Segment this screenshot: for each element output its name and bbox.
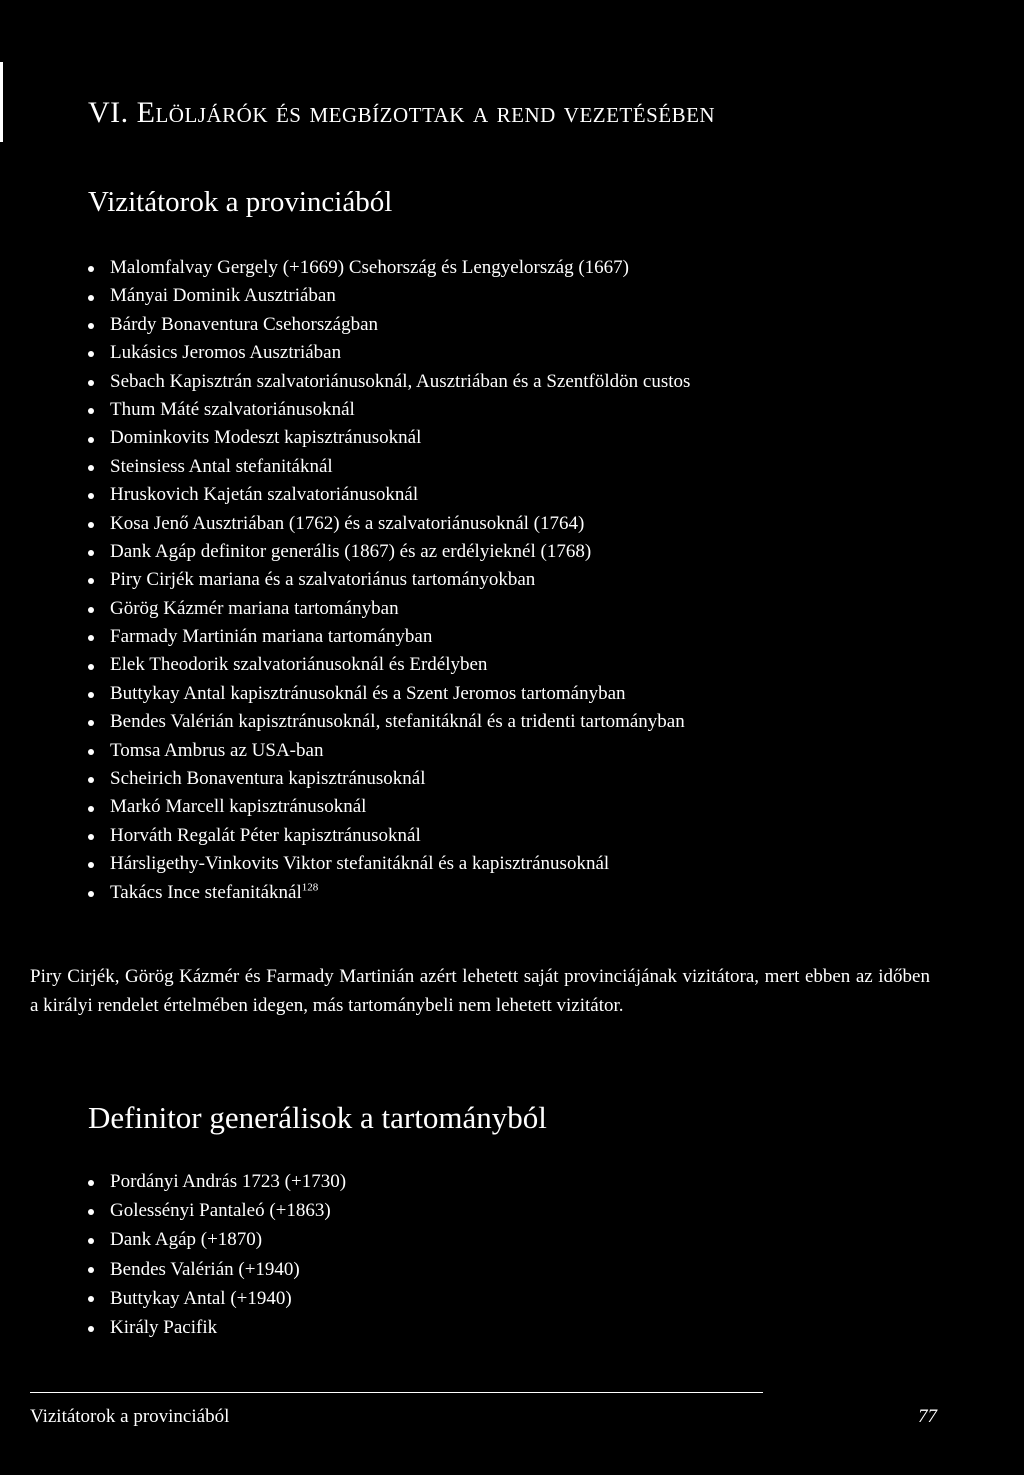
bullet-icon [88, 380, 94, 386]
bullet-icon [88, 1296, 94, 1302]
bullet-icon [88, 465, 94, 471]
list-item-text: Markó Marcell kapisztránusoknál [110, 796, 367, 818]
bullet-icon [88, 351, 94, 357]
list-item-text: Thum Máté szalvatoriánusoknál [110, 398, 355, 420]
bullet-icon [88, 1238, 94, 1244]
list-item-text: Buttykay Antal (+1940) [110, 1287, 292, 1309]
list-item-text: Dominkovits Modeszt kapisztránusoknál [110, 427, 422, 449]
list-item [88, 651, 690, 679]
list-item [88, 737, 690, 765]
page-number: 77 [918, 1406, 937, 1427]
list-item [88, 396, 690, 424]
list-item [88, 708, 690, 736]
list-item [88, 339, 690, 367]
bullet-icon [88, 635, 94, 641]
bullet-icon [88, 1180, 94, 1186]
bullet-icon [88, 1326, 94, 1332]
bullet-icon [88, 1267, 94, 1273]
body-paragraph: Piry Cirjék, Görög Kázmér és Farmady Martinián azért lehetett saját provinciájának vizitátora, mert ebben az időben a királyi rendelet értelmében idegen, más tartománybeli nem lehetett vizitátor. [30, 966, 930, 1016]
bullet-icon [88, 550, 94, 556]
bullet-icon [88, 323, 94, 329]
chapter-title [88, 96, 715, 130]
chapter-title-text: Elöljárók és megbízottak a rend vezetésében [136, 96, 716, 129]
list-item-text: Pordányi András 1723 (+1730) [110, 1171, 347, 1192]
list-item-text: Hruskovich Kajetán szalvatoriánusoknál [110, 484, 419, 506]
list-item [88, 1313, 346, 1342]
bullet-icon [88, 437, 94, 443]
bullet-icon [88, 834, 94, 840]
bullet-icon [88, 607, 94, 613]
list-item-text: Dank Agáp definitor generális (1867) és az erdélyieknél (1768) [110, 540, 592, 562]
bullet-icon [88, 720, 94, 726]
bullet-icon [88, 891, 94, 897]
list-item-text: Elek Theodorik szalvatoriánusoknál és Erdélyben [110, 654, 488, 676]
bullet-icon [88, 1209, 94, 1215]
list-item [88, 453, 690, 481]
list-item-text: Mányai Dominik Ausztriában [110, 285, 336, 307]
list-item-text: Bendes Valérián kapisztránusoknál, stefanitáknál és a tridenti tartományban [110, 711, 685, 733]
bullet-icon [88, 295, 94, 301]
list-item [88, 1167, 346, 1196]
bullet-icon [88, 806, 94, 812]
visitators-list [88, 254, 690, 907]
bullet-icon [88, 777, 94, 783]
bullet-icon [88, 522, 94, 528]
list-item-text: Takács Ince stefanitáknál [110, 881, 302, 903]
footer-rule [30, 1392, 763, 1393]
list-item [88, 282, 690, 310]
bullet-icon [88, 493, 94, 499]
list-item-text: Farmady Martinián mariana tartományban [110, 626, 433, 648]
list-item-text: Dank Agáp (+1870) [110, 1229, 263, 1251]
list-item [88, 1225, 346, 1254]
list-item [88, 538, 690, 566]
list-item [88, 822, 690, 850]
section-title-visitators: Vizitátorok a provinciából [88, 186, 393, 218]
list-item [88, 1284, 346, 1313]
running-footer-title: Vizitátorok a provinciából [30, 1406, 230, 1427]
bullet-icon [88, 862, 94, 868]
bullet-icon [88, 266, 94, 272]
list-item [88, 311, 690, 339]
list-item-text: Sebach Kapisztrán szalvatoriánusoknál, Ausztriában és a Szentföldön custos [110, 370, 691, 392]
bullet-icon [88, 749, 94, 755]
page-edge-mark [0, 62, 3, 142]
list-item-text: Buttykay Antal kapisztránusoknál és a Szent Jeromos tartományban [110, 682, 626, 704]
bullet-icon [88, 664, 94, 670]
section-title-definitors: Definitor generálisok a tartományból [88, 1100, 547, 1135]
list-item-text: Piry Cirjék mariana és a szalvatoriánus tartományokban [110, 569, 536, 591]
list-item-text: Hársligethy-Vinkovits Viktor stefanitáknál és a kapisztránusoknál [110, 853, 610, 875]
bullet-icon [88, 578, 94, 584]
list-item-text: Bárdy Bonaventura Csehországban [110, 313, 379, 335]
list-item [88, 595, 690, 623]
list-item [88, 765, 690, 793]
list-item-text: Malomfalvay Gergely (+1669) Csehország és Lengyelország (1667) [110, 257, 629, 278]
footnote-reference[interactable]: 128 [301, 881, 319, 894]
list-item [88, 481, 690, 509]
list-item [88, 566, 690, 594]
list-item [88, 623, 690, 651]
list-item-text: Golessényi Pantaleó (+1863) [110, 1200, 331, 1222]
list-item [88, 510, 690, 538]
list-item [88, 879, 690, 907]
chapter-number: VI. [88, 96, 129, 129]
list-item [88, 793, 690, 821]
list-item [88, 1196, 346, 1225]
list-item [88, 254, 690, 282]
list-item [88, 680, 690, 708]
bullet-icon [88, 408, 94, 414]
list-item [88, 368, 690, 396]
definitors-list [88, 1167, 346, 1342]
list-item-text: Tomsa Ambrus az USA-ban [110, 739, 324, 761]
list-item-text: Kosa Jenő Ausztriában (1762) és a szalvatoriánusoknál (1764) [110, 512, 585, 534]
bullet-icon [88, 692, 94, 698]
list-item-text: Steinsiess Antal stefanitáknál [110, 455, 333, 477]
list-item-text: Lukásics Jeromos Ausztriában [110, 342, 342, 364]
list-item-text: Scheirich Bonaventura kapisztránusoknál [110, 768, 426, 790]
list-item-text: Görög Kázmér mariana tartományban [110, 597, 399, 619]
list-item-text: Horváth Regalát Péter kapisztránusoknál [110, 824, 421, 846]
list-item-text: Bendes Valérián (+1940) [110, 1258, 300, 1280]
list-item [88, 850, 690, 878]
list-item-text: Király Pacifik [110, 1316, 218, 1338]
list-item [88, 1255, 346, 1284]
list-item [88, 424, 690, 452]
